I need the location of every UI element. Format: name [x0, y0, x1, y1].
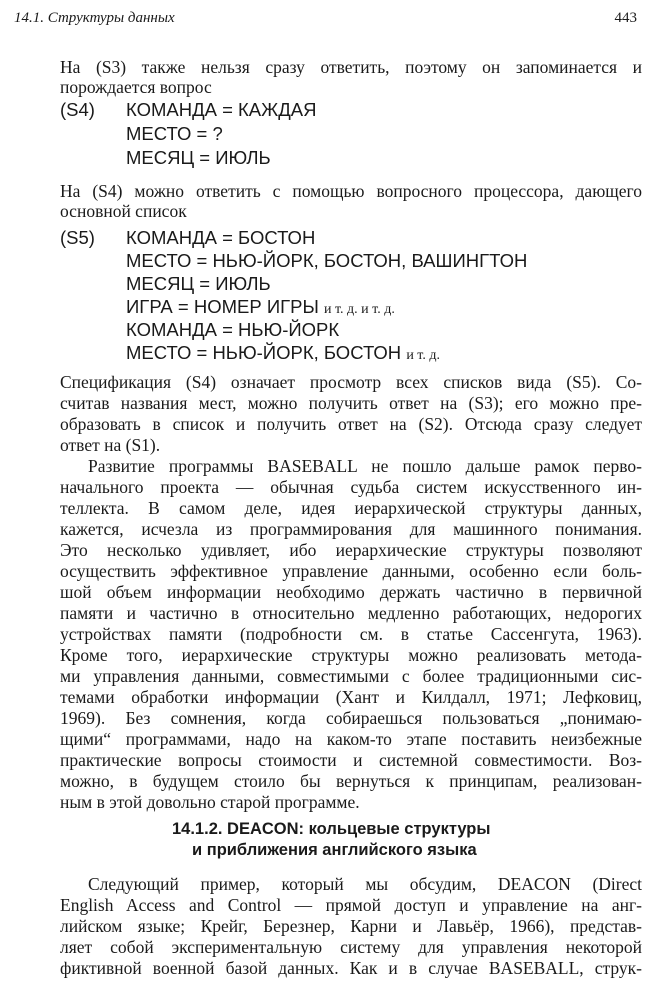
section-heading: и приближения английского языка — [192, 841, 477, 859]
paragraph-4-line: 1969). Без сомнения, когда собираешься пользоваться „понимаю- — [60, 708, 642, 728]
paragraph-4-line: начального проекта — обычная судьба систем искусственного ин- — [60, 477, 642, 497]
paragraph-3-line: считав названия мест, можно получить ответ на (S3); его можно пре- — [60, 393, 642, 413]
paragraph-4-line: шой объем информации необходимо держать частично в первичной — [60, 582, 642, 602]
paragraph-4-line: Развитие программы BASEBALL не пошло дальше рамок перво- — [88, 456, 642, 476]
section-heading: 14.1.2. DEACON: кольцевые структуры — [172, 820, 491, 838]
query-label-s5: (S5) — [60, 227, 95, 248]
paragraph-2-line: На (S4) можно ответить с помощью вопросного процессора, дающего — [60, 181, 642, 201]
query-line: КОМАНДА = КАЖДАЯ — [126, 99, 317, 120]
paragraph-3-line: образовать в список и получить ответ на (S2). Отсюда сразу следует — [60, 414, 642, 434]
paragraph-4-line: устройствах памяти (подробности см. в статье Сассенгута, 1963). — [60, 624, 642, 644]
list-line-text: МЕСТО = НЬЮ-ЙОРК, БОСТОН — [126, 342, 402, 363]
list-line-text: ИГРА = НОМЕР ИГРЫ — [126, 296, 319, 317]
paragraph-4-line: ным в этой довольно старой программе. — [60, 792, 360, 812]
paragraph-4-line: практические вопросы стоимости и системной совместимости. Воз- — [60, 750, 642, 770]
query-line: МЕСЯЦ = ИЮЛЬ — [126, 147, 271, 168]
paragraph-3-line: Спецификация (S4) означает просмотр всех списков вида (S5). Со- — [60, 372, 642, 392]
page-number: 443 — [614, 10, 637, 26]
list-line: КОМАНДА = НЬЮ-ЙОРК — [126, 319, 340, 340]
paragraph-4-line: осуществить эффективное управление данными, особенно если боль- — [60, 561, 642, 581]
paragraph-5-line: English Access and Control — прямой доступ и управление на анг- — [60, 895, 642, 915]
paragraph-4-line: щими“ программами, надо на каком-то этапе поставить неизбежные — [60, 729, 642, 749]
paragraph-1-line: На (S3) также нельзя сразу ответить, поэтому он запоминается и — [60, 57, 642, 77]
paragraph-2-line: основной список — [60, 201, 187, 221]
list-line-etc: и т. д. и т. д. — [324, 302, 395, 317]
query-label-s4: (S4) — [60, 99, 95, 120]
paragraph-4-line: можно, в будущем стоило бы вернуться к принципам, реализован- — [60, 771, 642, 791]
running-header — [14, 10, 643, 32]
paragraph-5-line: лийском языке; Крейг, Березнер, Карни и Лавьёр, 1966), представ- — [60, 916, 642, 936]
paragraph-5-line: Следующий пример, который мы обсудим, DEACON (Direct — [88, 874, 642, 894]
paragraph-4-line: теллекта. В самом деле, идея иерархической структуры данных, — [60, 498, 642, 518]
list-line: КОМАНДА = БОСТОН — [126, 227, 316, 248]
paragraph-4-line: Это несколько удивляет, ибо иерархические структуры позволяют — [60, 540, 642, 560]
paragraph-4-line: памяти и частично в относительно медленно работающих, недорогих — [60, 603, 642, 623]
paragraph-3-line: ответ на (S1). — [60, 435, 161, 455]
list-line-etc: и т. д. — [406, 348, 440, 363]
paragraph-5-line: фиктивной военной базой данных. Как и в случае BASEBALL, струк- — [60, 958, 642, 978]
running-header-section: 14.1. Структуры данных — [14, 10, 175, 26]
paragraph-4-line: ми управления данными, совместимыми с более традиционными сис- — [60, 666, 642, 686]
query-line: МЕСТО = ? — [126, 123, 223, 144]
list-line — [126, 341, 440, 368]
paragraph-5-line: ляет собой экспериментальную систему для управления некоторой — [60, 937, 642, 957]
paragraph-4-line: Кроме того, иерархические структуры можно реализовать методa- — [60, 645, 642, 665]
list-line: МЕСТО = НЬЮ-ЙОРК, БОСТОН, ВАШИНГТОН — [126, 250, 528, 271]
paragraph-4-line: темами обработки информации (Хант и Килдалл, 1971; Лефковиц, — [60, 687, 642, 707]
paragraph-1-line: порождается вопрос — [60, 77, 212, 97]
list-line: МЕСЯЦ = ИЮЛЬ — [126, 273, 271, 294]
paragraph-4-line: кажется, исчезла из программирования для машинного понимания. — [60, 519, 642, 539]
